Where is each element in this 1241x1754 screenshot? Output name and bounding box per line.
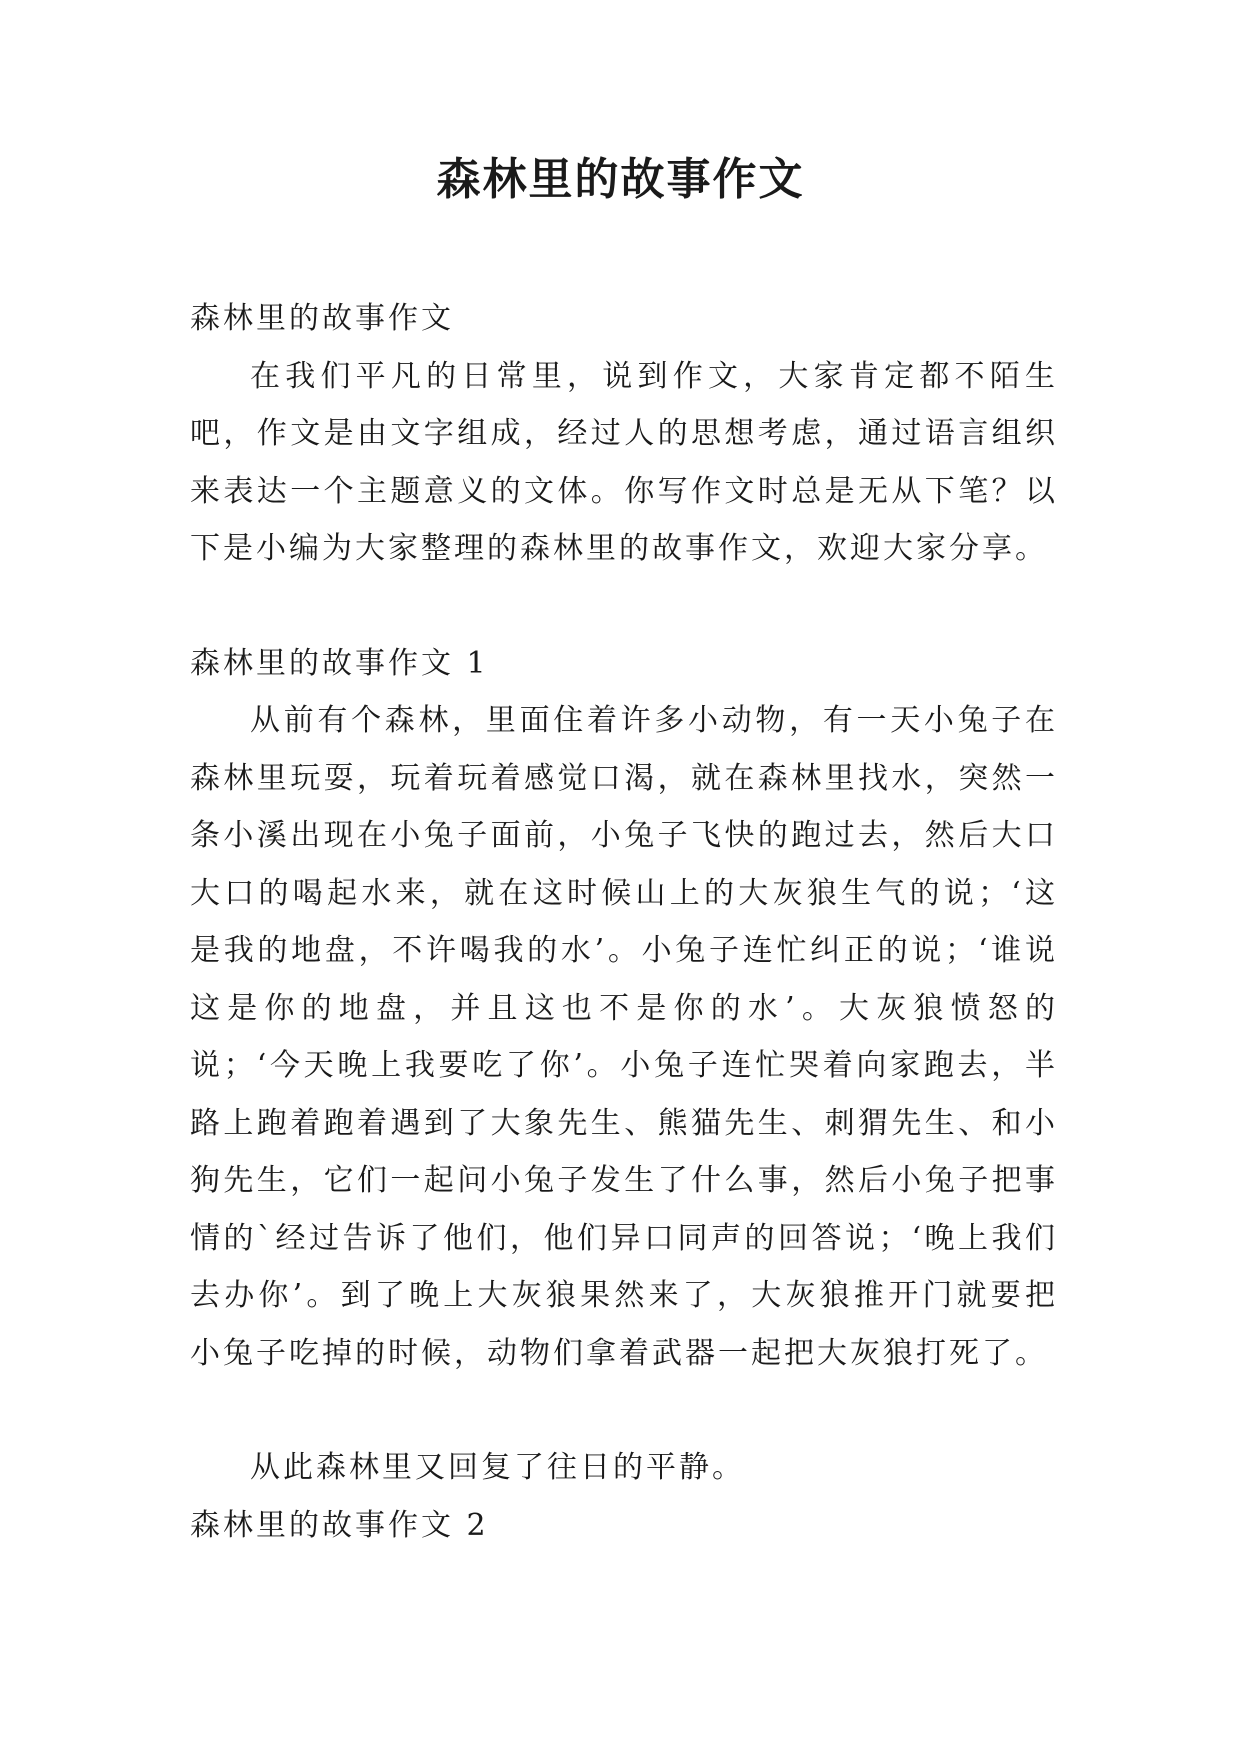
- section-1-closing: 从此森林里又回复了往日的平静。: [250, 1450, 745, 1485]
- paragraph-spacer: [190, 578, 1058, 635]
- section-2-heading: 森林里的故事作文 2: [190, 1507, 489, 1543]
- paragraph-spacer: [190, 1382, 1058, 1439]
- document-body: [190, 290, 1058, 1554]
- intro-heading: 森林里的故事作文: [190, 301, 454, 336]
- intro-paragraph: 在我们平凡的日常里，说到作文，大家肯定都不陌生吧，作文是由文字组成，经过人的思想考虑，通过语言组织来表达一个主题意义的文体。你写作文时总是无从下笔？以下是小编为大家整理的森林里的故事作文，欢迎大家分享。: [190, 358, 1058, 566]
- section-1-heading: 森林里的故事作文 1: [190, 645, 489, 681]
- section-1-paragraph: 从前有个森林，里面住着许多小动物，有一天小兔子在森林里玩耍，玩着玩着感觉口渴，就在森林里找水，突然一条小溪出现在小兔子面前，小兔子飞快的跑过去，然后大口大口的喝起水来，就在这时候山上的大灰狼生气的说；‘这是我的地盘，不许喝我的水’。小兔子连忙纠正的说；‘谁说这是你的地盘，并且这也不是你的水’。大灰狼愤怒的说；‘今天晚上我要吃了你’。小兔子连忙哭着向家跑去，半路上跑着跑着遇到了大象先生、熊猫先生、刺猬先生、和小狗先生，它们一起问小兔子发生了什么事，然后小兔子把事情的`经过告诉了他们，他们异口同声的回答说；‘晚上我们去办你’。到了晚上大灰狼果然来了，大灰狼推开门就要把小兔子吃掉的时候，动物们拿着武器一起把大灰狼打死了。: [190, 703, 1058, 1371]
- document-title: 森林里的故事作文: [436, 154, 805, 205]
